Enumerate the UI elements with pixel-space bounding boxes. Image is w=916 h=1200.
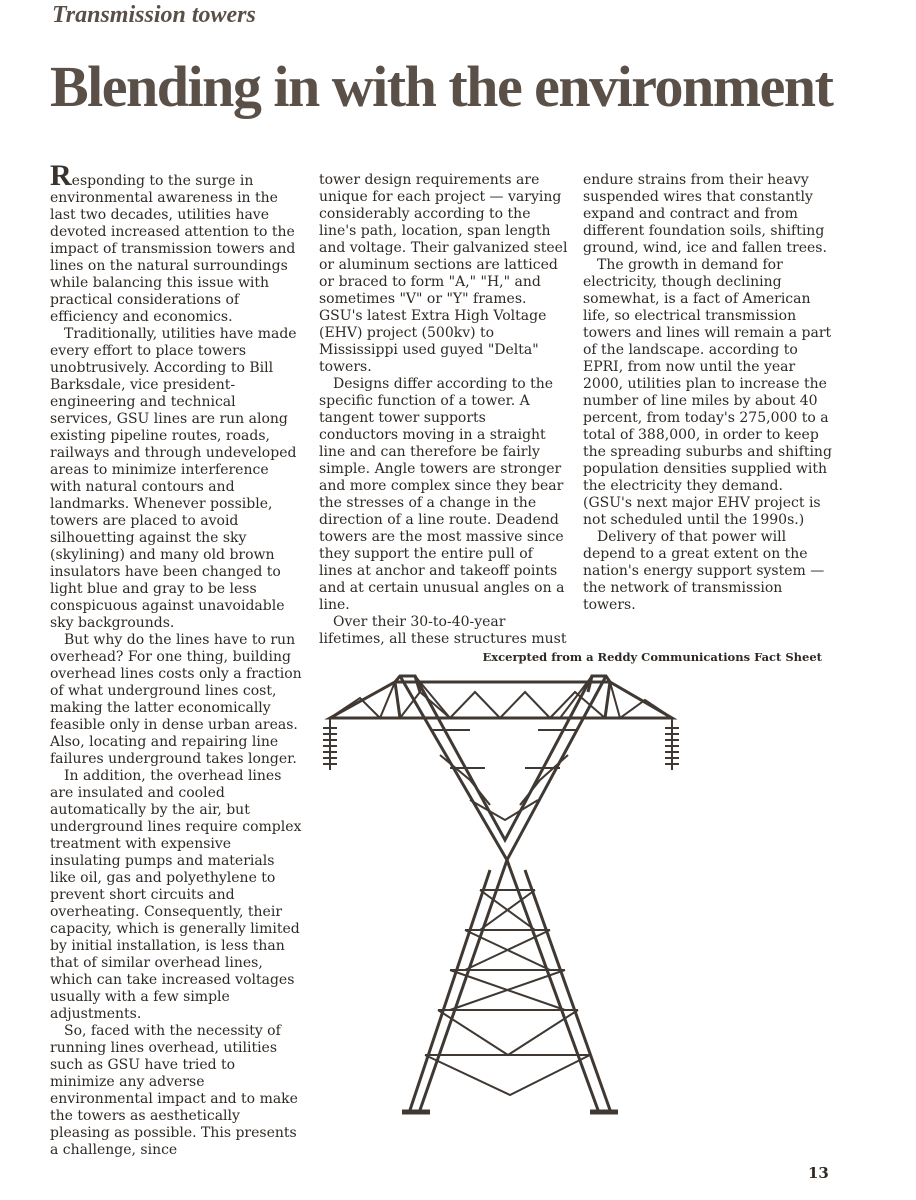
paragraph: Designs differ according to the specific function of a tower. A tangent tower supports conductors moving in a straight line and can therefore be fairly simple. Angle towers are stronger and more complex since they bear the stresses of a change in the direction of a line route. Deadend towers are the most massive since they support the entire pull of lines at anchor and takeoff points and at certain unusual angles on a line. [319, 376, 565, 613]
paragraph: endure strains from their heavy suspended wires that constantly expand and contract and from different foundation soils, shifting ground, wind, ice and fallen trees. [583, 172, 827, 256]
paragraph-text: esponding to the surge in environmental awareness in the last two decades, utilities have devoted increased attention to the impact of transmission towers and lines on the natural surroundings while balancing this issue with practical considerations of efficiency and economics. [50, 173, 296, 325]
paragraph: tower design requirements are unique for each project — varying considerably according to the line's path, location, span length and voltage. Their galvanized steel or aluminum sections are latticed or braced to form "A," "H," and sometimes "V" or "Y" frames. GSU's latest Extra High Voltage (EHV) project (500kv) to Mississippi used guyed "Delta" towers. [319, 172, 568, 375]
article-title: Blending in with the environment [50, 54, 833, 119]
section-label: Transmission towers [52, 2, 256, 28]
paragraph: Traditionally, utilities have made every effort to place towers unobtrusively. According to Bill Barksdale, vice president-engineering and technical services, GSU lines are run along existing pipeline routes, roads, railways and through undeveloped areas to minimize interference with natural contours and landmarks. Whenever possible, towers are placed to avoid silhouetting against the sky (skylining) and many old brown insulators have been changed to light blue and gray to be less conspicuous against unavoidable sky backgrounds. [50, 326, 297, 631]
tower-upper-legs [400, 676, 606, 860]
column-1 [50, 159, 302, 1159]
column-2 [319, 172, 569, 648]
paragraph: The growth in demand for electricity, though declining somewhat, is a fact of American life, so electrical transmission towers and lines will remain a part of the landscape. according to EPRI, from now until the year 2000, utilities plan to increase the number of line miles by about 40 percent, from today's 275,000 to a total of 388,000, in order to keep the spreading suburbs and shifting population densities supplied with the electricity they demand. (GSU's next major EHV project is not scheduled until the 1990s.) [583, 257, 832, 528]
insulator-left-icon [323, 718, 337, 770]
transmission-tower-icon [320, 670, 690, 1130]
paragraph: So, faced with the necessity of running lines overhead, utilities such as GSU have tried to minimize any adverse environmental impact and to make the towers as aesthetically pleasing as possible. This presents a challenge, since [50, 1023, 298, 1158]
paragraph: In addition, the overhead lines are insulated and cooled automatically by the air, but underground lines require complex treatment with expensive insulating pumps and materials like oil, gas and polyethylene to prevent short circuits and overheating. Consequently, their capacity, which is generally limited by initial installation, is less than that of similar overhead lines, which can take increased voltages usually with a few simple adjustments. [50, 768, 302, 1022]
column-3 [583, 172, 833, 614]
paragraph [50, 159, 302, 326]
paragraph: Over their 30-to-40-year lifetimes, all these structures must [319, 614, 567, 647]
paragraph: But why do the lines have to run overhead? For one thing, building overhead lines costs only a fraction of what underground lines cost, making the latter economically feasible only in dense urban areas. Also, locating and repairing line failures underground takes longer. [50, 632, 302, 767]
drop-cap: R [50, 159, 72, 192]
source-credit: Excerpted from a Reddy Communications Fact Sheet [482, 650, 822, 664]
insulator-right-icon [665, 718, 679, 770]
paragraph: Delivery of that power will depend to a great extent on the nation's energy support system — the network of transmission towers. [583, 529, 825, 613]
page-number: 13 [808, 1164, 829, 1182]
